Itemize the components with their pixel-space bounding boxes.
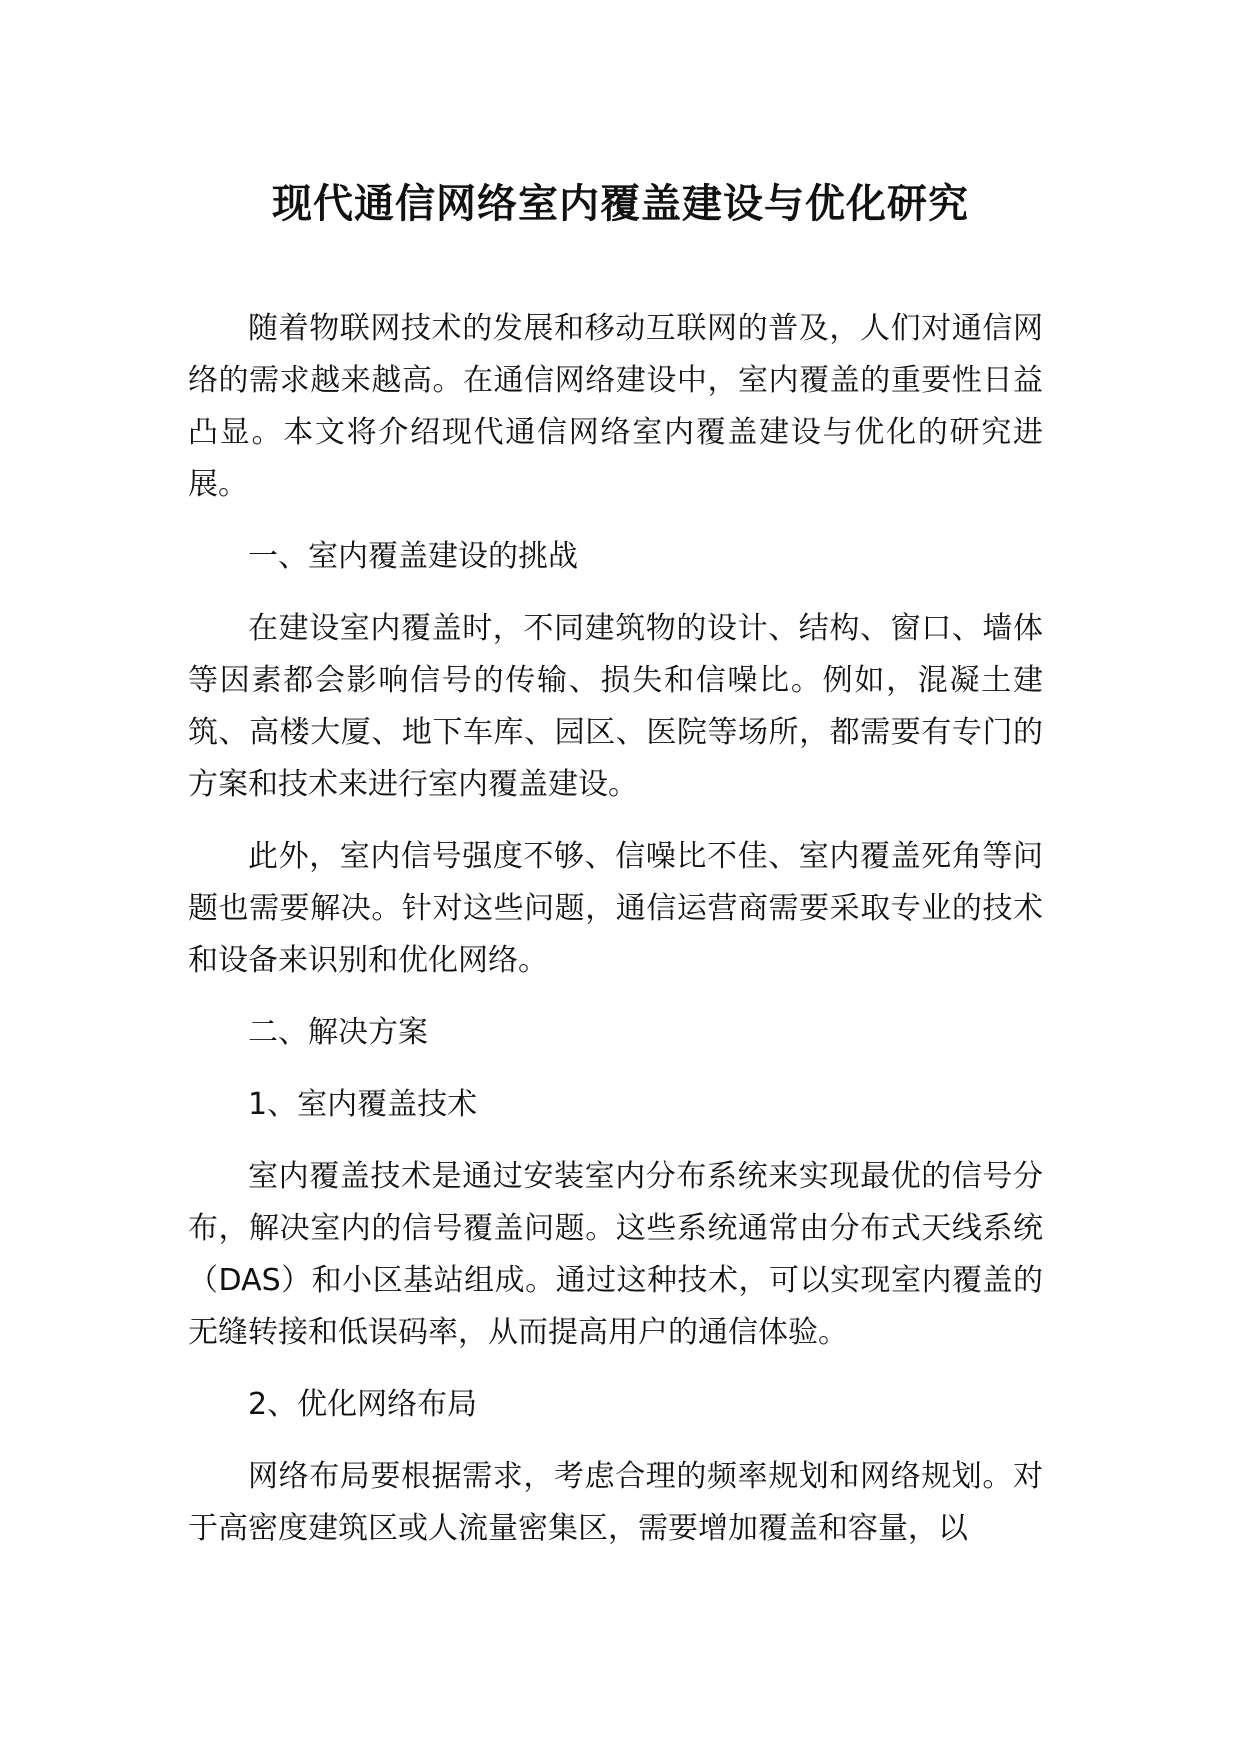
subsection-heading-indoor-tech: 1、室内覆盖技术 [248,1087,478,1122]
paragraph-network-layout: 网络布局要根据需求，考虑合理的频率规划和网络规划。对于高密度建筑区或人流量密集区，需要增加覆盖和容量，以 [188,1459,1043,1546]
paragraph-indoor-tech: 室内覆盖技术是通过安装室内分布系统来实现最优的信号分布，解决室内的信号覆盖问题。这些系统通常由分布式天线系统（DAS）和小区基站组成。通过这种技术，可以实现室内覆盖的无缝转接和低误码率，从而提高用户的通信体验。 [188,1159,1043,1350]
subsection-heading-network-layout: 2、优化网络布局 [248,1387,478,1422]
section-heading-solutions: 二、解决方案 [248,1015,428,1050]
section-heading-challenges: 一、室内覆盖建设的挑战 [248,539,578,574]
paragraph-signal-issues: 此外，室内信号强度不够、信噪比不佳、室内覆盖死角等问题也需要解决。针对这些问题，通信运营商需要采取专业的技术和设备来识别和优化网络。 [188,839,1043,978]
paragraph-intro: 随着物联网技术的发展和移动互联网的普及，人们对通信网络的需求越来越高。在通信网络建设中，室内覆盖的重要性日益凸显。本文将介绍现代通信网络室内覆盖建设与优化的研究进展。 [188,311,1043,502]
document-body [188,303,1043,1575]
document-title: 现代通信网络室内覆盖建设与优化研究 [272,181,969,227]
paragraph-building-factors: 在建设室内覆盖时，不同建筑物的设计、结构、窗口、墙体等因素都会影响信号的传输、损失和信噪比。例如，混凝土建筑、高楼大厦、地下车库、园区、医院等场所，都需要有专门的方案和技术来进行室内覆盖建设。 [188,611,1043,802]
